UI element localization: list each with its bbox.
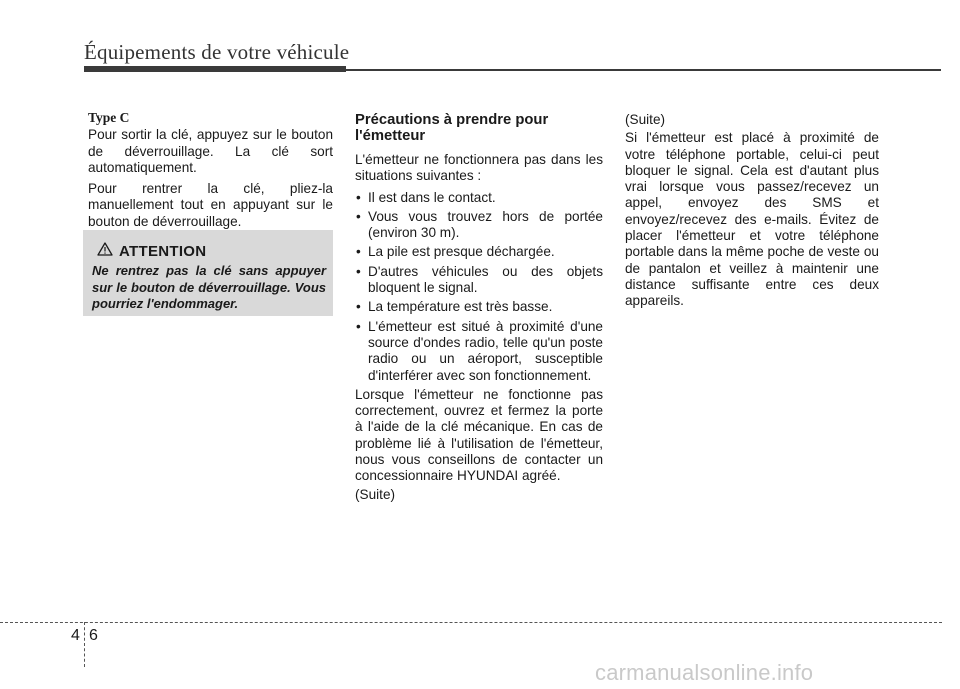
paragraph: Lorsque l'émetteur ne fonctionne pas correctement, ouvrez et fermez la porte à l'aide de la clé mécanique. En cas de problème lié à l'utilisation de l'émetteur, nous vous conseillons de contacter un concessionnaire HYUNDAI agréé. (355, 386, 603, 484)
attention-box (83, 230, 333, 316)
bullet-list (355, 190, 603, 384)
paragraph: Pour sortir la clé, appuyez sur le bouton de déverrouillage. La clé sort automatiquement. (88, 127, 333, 175)
attention-title: ATTENTION (119, 243, 207, 260)
page-number: 6 (89, 627, 98, 644)
continued-label: (Suite) (625, 112, 666, 127)
chapter-number: 4 (71, 627, 80, 644)
list-item: • La pile est presque déchargée. (355, 244, 603, 260)
list-item: • L'émetteur est situé à proximité d'une source d'ondes radio, telle qu'un poste radio ou un aéroport, susceptible d'interférer avec son fonctionnement. (355, 319, 603, 384)
paragraph: Pour rentrer la clé, pliez-la manuellement tout en appuyant sur le bouton de déverrouillage. (88, 181, 333, 229)
right-column (625, 112, 879, 315)
middle-column (355, 112, 603, 508)
footer-page-divider (84, 622, 85, 667)
attention-header (97, 242, 206, 261)
attention-text: Ne rentrez pas la clé sans appuyer sur le bouton de déverrouillage. Vous pourriez l'endommager. (92, 263, 326, 311)
footer-rule (0, 622, 942, 623)
intro-paragraph: L'émetteur ne fonctionnera pas dans les situations suivantes : (355, 152, 603, 184)
warning-triangle-icon (97, 242, 113, 261)
header-rule-thin (346, 69, 941, 71)
page-header-title: Équipements de votre véhicule (84, 40, 350, 64)
left-column (88, 110, 333, 235)
section-heading: Précautions à prendre pour l'émetteur (355, 112, 549, 144)
paragraph: Si l'émetteur est placé à proximité de votre téléphone portable, celui-ci peut bloquer le signal. Cela est d'autant plus vrai lorsque vous passez/recevez un appel, envoyez des SMS et envoyez/recevez des e-mails. Évitez de placer l'émetteur et votre téléphone portable dans la même poche de veste ou de pantalon et veillez à maintenir une distance suffisante entre ces deux appareils. (625, 130, 879, 309)
watermark: carmanualsonline.info (595, 660, 814, 685)
list-item: • Vous vous trouvez hors de portée (environ 30 m). (355, 209, 603, 242)
list-item: • Il est dans le contact. (355, 190, 603, 206)
type-label: Type C (88, 110, 130, 125)
list-item: • La température est très basse. (355, 299, 603, 315)
continued-label: (Suite) (355, 486, 396, 502)
header-rule-thick (84, 66, 346, 72)
list-item: • D'autres véhicules ou des objets bloquent le signal. (355, 264, 603, 297)
